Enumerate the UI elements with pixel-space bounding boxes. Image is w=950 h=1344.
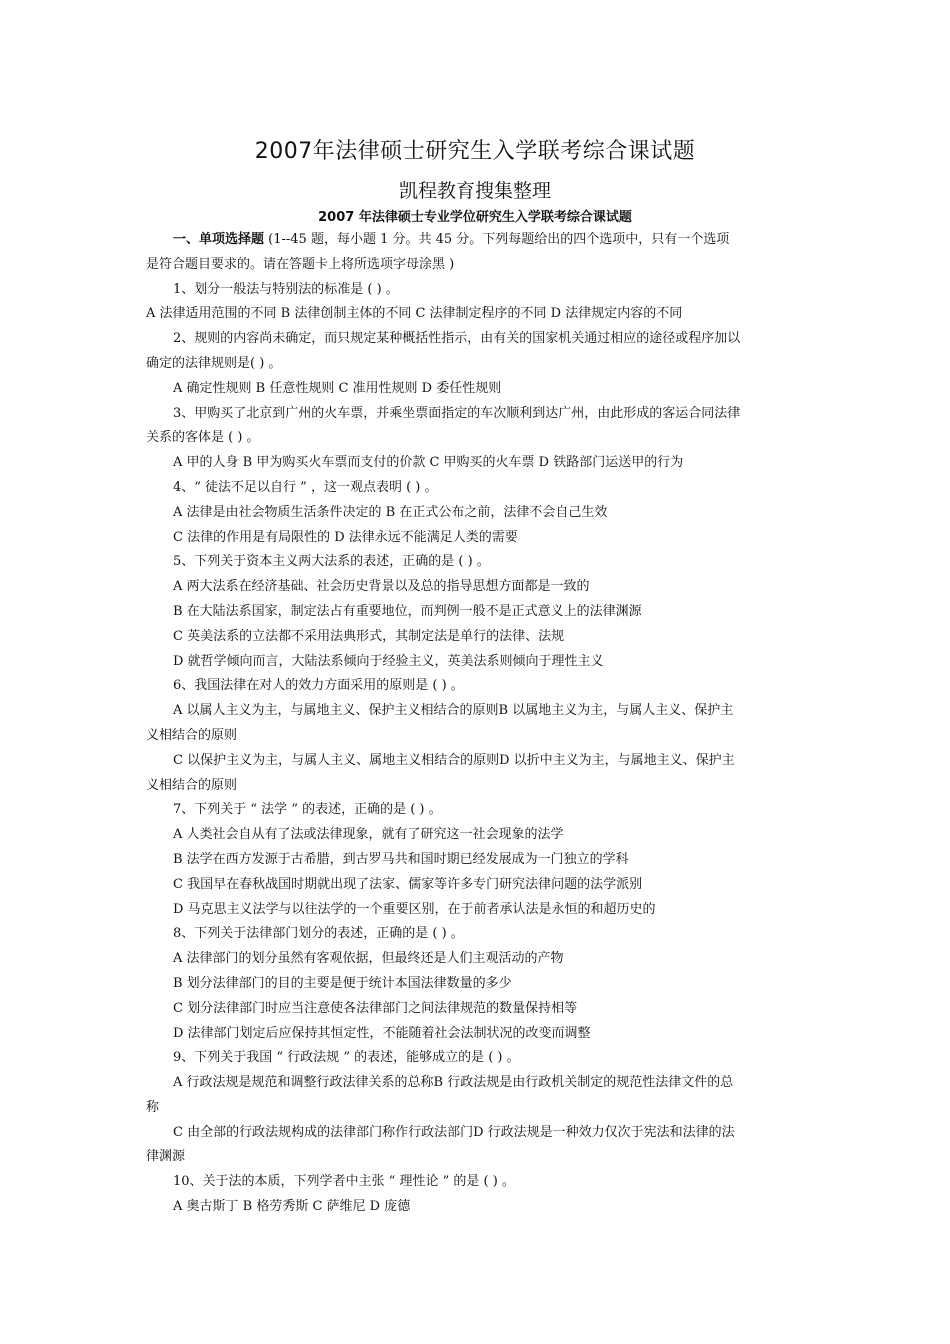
text-line: C 英美法系的立法都不采用法典形式，其制定法是单行的法律、法规 (173, 628, 565, 644)
text-line: 3、甲购买了北京到广州的火车票，并乘坐票面指定的车次顺利到达广州，由此形成的客运合同法律 (173, 405, 741, 421)
text-line: B 划分法律部门的目的主要是便于统计本国法律数量的多少 (173, 975, 512, 991)
document-body (146, 228, 804, 1220)
text-line: 义相结合的原则 (146, 727, 238, 743)
text-line: 确定的法律规则是( ) 。 (146, 355, 282, 371)
text-line: D 就哲学倾向而言，大陆法系倾向于经验主义，英美法系则倾向于理性主义 (173, 653, 604, 669)
text-line: A 确定性规则 B 任意性规则 C 准用性规则 D 委任性规则 (173, 380, 502, 396)
text-line: A 以属人主义为主，与属地主义、保护主义相结合的原则B 以属地主义为主，与属人主义、保护主 (173, 703, 734, 719)
text-line: A 行政法规是规范和调整行政法律关系的总称B 行政法规是由行政机关制定的规范性法律文件的总 (173, 1075, 734, 1091)
text-line: 义相结合的原则 (146, 777, 238, 793)
text-line: A 人类社会自从有了法或法律现象，就有了研究这一社会现象的法学 (173, 827, 564, 843)
text-line: C 以保护主义为主，与属人主义、属地主义相结合的原则D 以折中主义为主，与属地主义、保护主 (173, 752, 735, 768)
text-line: A 两大法系在经济基础、社会历史背景以及总的指导思想方面都是一致的 (173, 579, 590, 595)
text-line: 4、“ 徒法不足以自行 ” ，这一观点表明 ( ) 。 (173, 479, 438, 495)
text-line: C 我国早在春秋战国时期就出现了法家、儒家等许多专门研究法律问题的法学派别 (173, 876, 643, 892)
document-subtitle: 凯程教育搜集整理 (398, 180, 551, 202)
text-line: 关系的客体是 ( ) 。 (146, 430, 260, 446)
text-line: 1、划分一般法与特别法的标准是 ( ) 。 (173, 281, 399, 297)
exam-heading: 2007 年法律硕士专业学位研究生入学联考综合课试题 (318, 210, 632, 225)
text-line: C 划分法律部门时应当注意使各法律部门之间法律规范的数量保持相等 (173, 1000, 578, 1016)
text-line: A 法律是由社会物质生活条件决定的 B 在正式公布之前，法律不会自己生效 (173, 504, 608, 520)
section-note-continued: 是符合题目要求的。请在答题卡上将所选项字母涂黑 ) (146, 256, 455, 272)
section-label: 一、单项选择题 (173, 232, 265, 247)
text-line: A 法律适用范围的不同 B 法律创制主体的不同 C 法律制定程序的不同 D 法律规定内容的不同 (146, 306, 683, 322)
text-line: B 法学在西方发源于古希腊，到古罗马共和国时期已经发展成为一门独立的学科 (173, 851, 629, 867)
text-line: A 法律部门的划分虽然有客观依据，但最终还是人们主观活动的产物 (173, 951, 564, 967)
text-line: C 法律的作用是有局限性的 D 法律永远不能满足人类的需要 (173, 529, 518, 545)
text-line: A 甲的人身 B 甲为购买火车票而支付的价款 C 甲购买的火车票 D 铁路部门运送甲的行为 (173, 455, 684, 471)
document-title: 2007年法律硕士研究生入学联考综合课试题 (254, 139, 696, 164)
text-line: C 由全部的行政法规构成的法律部门称作行政法部门D 行政法规是一种效力仅次于宪法和法律的法 (173, 1124, 735, 1140)
text-line: B 在大陆法系国家，制定法占有重要地位，而判例一般不是正式意义上的法律渊源 (173, 603, 642, 619)
section-intro-line (146, 228, 804, 253)
text-line: 8、下列关于法律部门划分的表述，正确的是 ( ) 。 (173, 926, 464, 942)
text-line: 9、下列关于我国 “ 行政法规 ” 的表述，能够成立的是 ( ) 。 (173, 1050, 520, 1066)
text-line: 称 (146, 1099, 160, 1115)
text-line: 7、下列关于 “ 法学 ” 的表述，正确的是 ( ) 。 (173, 802, 442, 818)
text-line: A 奥古斯丁 B 格劳秀斯 C 萨维尼 D 庞德 (173, 1199, 411, 1215)
text-line: 5、下列关于资本主义两大法系的表述，正确的是 ( ) 。 (173, 554, 490, 570)
text-line: 6、我国法律在对人的效力方面采用的原则是 ( ) 。 (173, 678, 464, 694)
section-note: (1--45 题，每小题 1 分。共 45 分。下列每题给出的四个选项中，只有一个选项 (264, 232, 730, 247)
text-line: D 法律部门划定后应保持其恒定性，不能随着社会法制状况的改变而调整 (173, 1025, 591, 1041)
text-line: 2、规则的内容尚未确定，而只规定某种概括性指示，由有关的国家机关通过相应的途径或程序加以 (173, 331, 741, 347)
text-line: D 马克思主义法学与以往法学的一个重要区别，在于前者承认法是永恒的和超历史的 (173, 901, 656, 917)
text-line: 律渊源 (146, 1149, 186, 1165)
text-line: 10、关于法的本质，下列学者中主张 “ 理性论 ” 的是 ( ) 。 (173, 1174, 515, 1190)
